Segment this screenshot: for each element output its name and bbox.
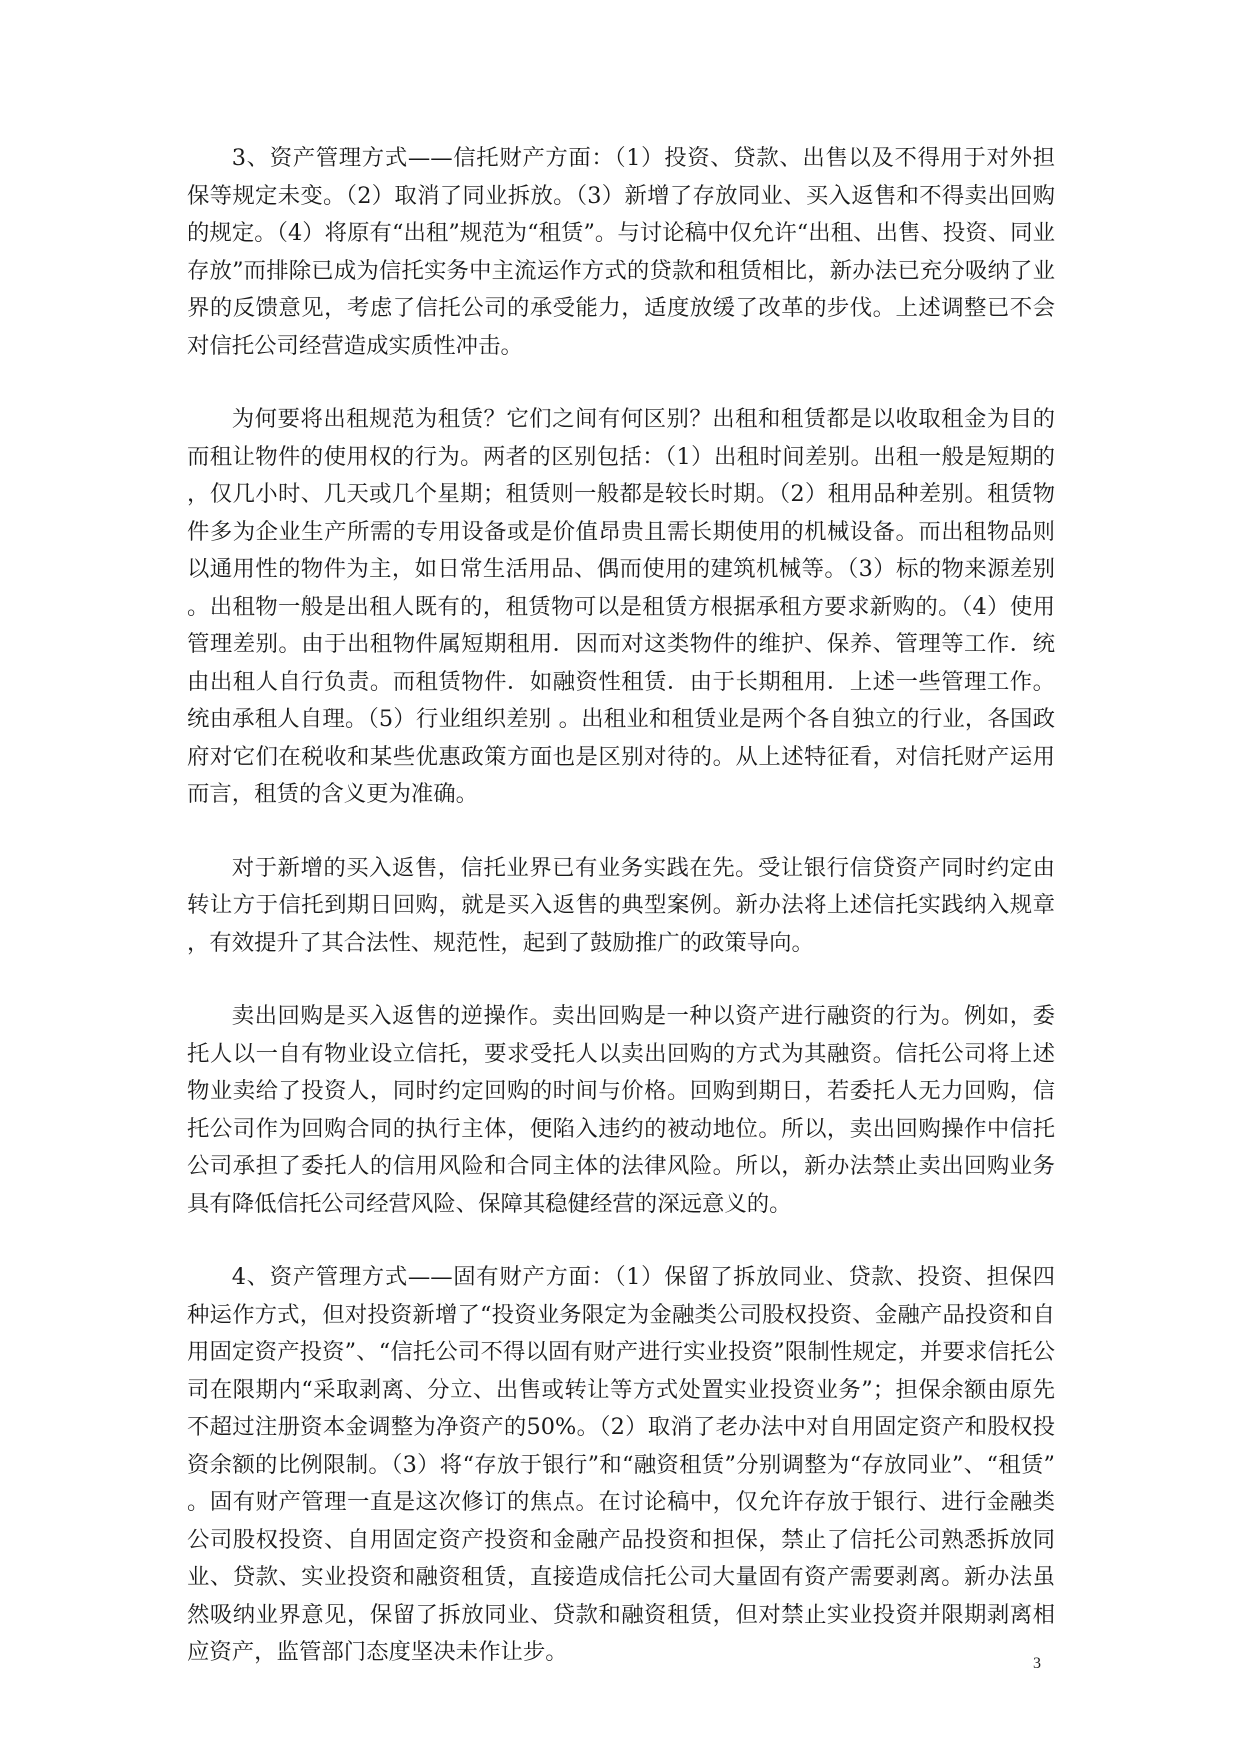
page-number: 3 bbox=[1033, 1655, 1041, 1672]
paragraph-proprietary-assets: 4、资产管理方式——固有财产方面：（1）保留了拆放同业、贷款、投资、担保四种运作方式，但对投资新增了“投资业务限定为金融类公司股权投资、金融产品投资和自用固定资产投资”、“信托公司不得以固有财产进行实业投资”限制性规定，并要求信托公司在限期内“采取剥离、分立、出售或转让等方式处置实业投资业务”；担保余额由原先不超过注册资本金调整为净资产的50%。（2）取消了老办法中对自用固定资产和股权投资余额的比例限制。（3）将“存放于银行”和“融资租赁”分别调整为“存放同业”、“租赁”。固有财产管理一直是这次修订的焦点。在讨论稿中，仅允许存放于银行、进行金融类公司股权投资、自用固定资产投资和金融产品投资和担保，禁止了信托公司熟悉拆放同业、贷款、实业投资和融资租赁，直接造成信托公司大量固有资产需要剥离。新办法虽然吸纳业界意见，保留了拆放同业、贷款和融资租赁，但对禁止实业投资并限期剥离相应资产，监管部门态度坚决未作让步。 bbox=[187, 1264, 1055, 1665]
paragraph-reverse-repo: 对于新增的买入返售，信托业界已有业务实践在先。受让银行信贷资产同时约定由转让方于信托到期日回购，就是买入返售的典型案例。新办法将上述信托实践纳入规章，有效提升了其合法性、规范性，起到了鼓励推广的政策导向。 bbox=[187, 854, 1055, 956]
paragraph-trust-assets: 3、资产管理方式——信托财产方面：（1）投资、贷款、出售以及不得用于对外担保等规定未变。（2）取消了同业拆放。（3）新增了存放同业、买入返售和不得卖出回购的规定。（4）将原有“出租”规范为“租赁”。与讨论稿中仅允许“出租、出售、投资、同业存放”而排除已成为信托实务中主流运作方式的贷款和租赁相比，新办法已充分吸纳了业界的反馈意见，考虑了信托公司的承受能力，适度放缓了改革的步伐。上述调整已不会对信托公司经营造成实质性冲击。 bbox=[187, 145, 1055, 359]
paragraph-repo: 卖出回购是买入返售的逆操作。卖出回购是一种以资产进行融资的行为。例如，委托人以一自有物业设立信托，要求受托人以卖出回购的方式为其融资。信托公司将上述物业卖给了投资人，同时约定回购的时间与价格。回购到期日，若委托人无力回购，信托公司作为回购合同的执行主体，便陷入违约的被动地位。所以，卖出回购操作中信托公司承担了委托人的信用风险和合同主体的法律风险。所以，新办法禁止卖出回购业务具有降低信托公司经营风险、保障其稳健经营的深远意义的。 bbox=[187, 1003, 1055, 1217]
document-body bbox=[187, 140, 1055, 1708]
paragraph-lease-vs-rent: 为何要将出租规范为租赁？它们之间有何区别？出租和租赁都是以收取租金为目的而租让物件的使用权的行为。两者的区别包括：（1）出租时间差别。出租一般是短期的，仅几小时、几天或几个星期；租赁则一般都是较长时期。（2）租用品种差别。租赁物件多为企业生产所需的专用设备或是价值昂贵且需长期使用的机械设备。而出租物品则以通用性的物件为主，如日常生活用品、偶而使用的建筑机械等。（3）标的物来源差别。出租物一般是出租人既有的，租赁物可以是租赁方根据承租方要求新购的。（4）使用管理差别。由于出租物件属短期租用．因而对这类物件的维护、保养、管理等工作．统由出租人自行负责。而租赁物件．如融资性租赁．由于长期租用．上述一些管理工作。统由承租人自理。（5）行业组织差别 。出租业和租赁业是两个各自独立的行业，各国政府对它们在税收和某些优惠政策方面也是区别对待的。从上述特征看，对信托财产运用而言，租赁的含义更为准确。 bbox=[187, 406, 1055, 807]
